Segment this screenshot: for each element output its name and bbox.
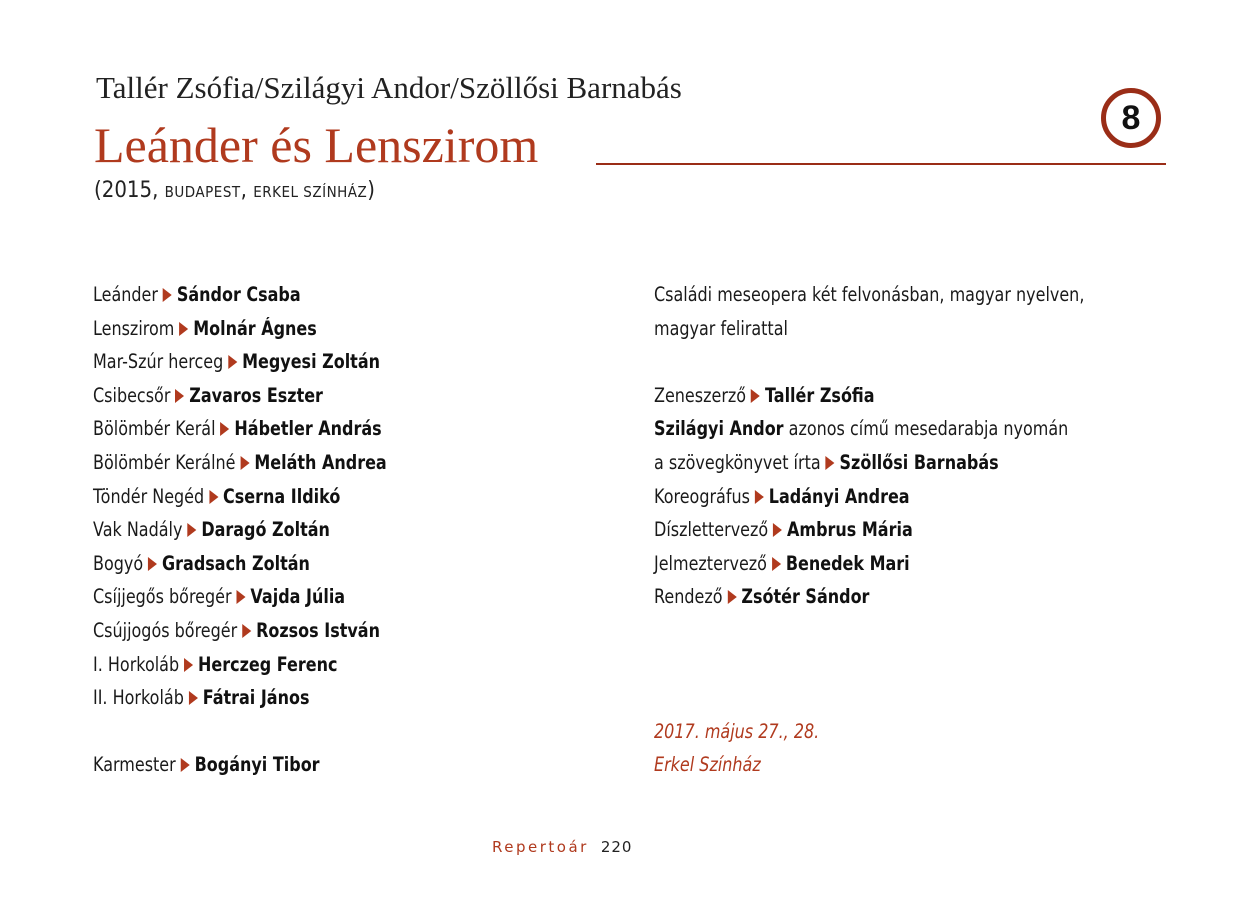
description-line: magyar felirattal: [654, 316, 788, 340]
performer-name: Cserna Ildikó: [223, 484, 341, 508]
cast-row: [93, 312, 519, 346]
production-venue: ERKEL SZÍNHÁZ: [253, 183, 368, 201]
source-text: azonos című mesedarabja nyomán: [783, 417, 1069, 441]
role-label: I. Horkoláb: [93, 652, 180, 676]
cast-row: [93, 480, 519, 514]
role-label: Karmester: [93, 753, 176, 777]
arrow-icon: [148, 557, 157, 571]
cast-row: [93, 681, 519, 715]
crew-name: Zsótér Sándor: [741, 585, 870, 609]
cast-row: [93, 412, 519, 446]
cast-row: [93, 446, 519, 480]
performer-name: Gradsach Zoltán: [162, 551, 310, 575]
arrow-icon: [209, 490, 218, 504]
librettist-name: Szöllősi Barnabás: [839, 450, 999, 474]
role-label: Bogyó: [93, 551, 144, 575]
crew-name: Benedek Mari: [785, 551, 910, 575]
cast-column: [93, 278, 613, 782]
description-line: Családi meseopera két felvonásban, magyar nyelven,: [654, 283, 1085, 306]
credits-column: [654, 278, 1174, 782]
arrow-icon: [240, 456, 249, 470]
performer-name: Sándor Csaba: [176, 283, 301, 306]
arrow-icon: [826, 456, 835, 470]
page-footer: [492, 838, 632, 856]
arrow-icon: [181, 758, 190, 772]
footer-section: Repertoár: [492, 838, 589, 856]
arrow-icon: [184, 658, 193, 672]
number-badge: 8: [1101, 88, 1161, 148]
crew-row: [654, 580, 1080, 614]
arrow-icon: [236, 590, 245, 604]
cast-row: [93, 278, 519, 312]
role-label: Jelmeztervező: [654, 551, 767, 575]
crew-row: [654, 480, 1080, 514]
authors-line: Tallér Zsófia/Szilágyi Andor/Szöllősi Barnabás: [96, 70, 682, 105]
page-title: Leánder és Lenszirom: [94, 117, 539, 173]
cast-row: [93, 614, 519, 648]
spacer: [654, 648, 1174, 682]
performance-venue: Erkel Színház: [654, 753, 761, 777]
production-info: [94, 178, 375, 203]
cast-row: [93, 580, 519, 614]
arrow-icon: [772, 557, 781, 571]
role-label: Rendező: [654, 585, 723, 609]
role-label: a szövegkönyvet írta: [654, 450, 821, 474]
performer-name: Meláth Andrea: [254, 450, 387, 474]
conductor-name: Bogányi Tibor: [194, 753, 320, 777]
cast-row: [93, 513, 519, 547]
performer-name: Vajda Júlia: [250, 585, 346, 609]
composer-name: Tallér Zsófia: [764, 383, 875, 407]
arrow-icon: [773, 523, 782, 537]
performer-name: Fátrai János: [202, 686, 310, 710]
role-label: Mar-Szúr herceg: [93, 350, 224, 374]
arrow-icon: [727, 590, 736, 604]
sub-close: ): [367, 178, 376, 203]
role-label: Csíjjegős bőregér: [93, 585, 232, 609]
arrow-icon: [179, 322, 188, 336]
role-label: II. Horkoláb: [93, 686, 184, 710]
role-label: Bölömbér Kerál: [93, 417, 216, 441]
cast-row: [93, 648, 519, 682]
cast-row: [93, 547, 519, 581]
source-row: [654, 412, 1080, 446]
libretto-row: [654, 446, 1080, 480]
performer-name: Daragó Zoltán: [201, 518, 330, 542]
sub-comma: ,: [240, 178, 254, 203]
role-label: Lenszirom: [93, 316, 175, 340]
performer-name: Molnár Ágnes: [193, 316, 317, 340]
page-number: 220: [600, 838, 633, 856]
source-author: Szilágyi Andor: [654, 417, 784, 441]
crew-name: Ambrus Mária: [787, 518, 913, 542]
arrow-icon: [163, 288, 172, 302]
sub-open: (2015,: [94, 178, 165, 203]
crew-name: Ladányi Andrea: [768, 484, 910, 508]
cast-row: [93, 379, 519, 413]
arrow-icon: [242, 624, 251, 638]
role-label: Csibecsőr: [93, 383, 171, 407]
role-label: Csújjogós bőregér: [93, 618, 238, 642]
arrow-icon: [751, 389, 760, 403]
spacer: [654, 681, 1174, 715]
performance-dates: 2017. május 27., 28.: [654, 719, 820, 743]
arrow-icon: [228, 355, 237, 369]
performer-name: Herczeg Ferenc: [197, 652, 338, 676]
crew-row: [654, 513, 1080, 547]
role-label: Koreográfus: [654, 484, 750, 508]
title-rule: [596, 163, 1166, 165]
arrow-icon: [755, 490, 764, 504]
performer-name: Rozsos István: [256, 618, 380, 642]
spacer: [654, 614, 1174, 648]
performer-name: Hábetler András: [234, 417, 382, 441]
crew-row: [654, 547, 1080, 581]
spacer: [93, 715, 613, 749]
role-label: Leánder: [93, 283, 158, 306]
arrow-icon: [220, 422, 229, 436]
performer-name: Megyesi Zoltán: [242, 350, 380, 374]
arrow-icon: [175, 389, 184, 403]
spacer: [654, 345, 1174, 379]
cast-row: [93, 345, 519, 379]
role-label: Vak Nadály: [93, 518, 183, 542]
role-label: Bölömbér Kerálné: [93, 450, 236, 474]
arrow-icon: [187, 523, 196, 537]
role-label: Díszlettervező: [654, 518, 769, 542]
arrow-icon: [189, 691, 198, 705]
role-label: Zeneszerző: [654, 383, 747, 407]
conductor-row: [93, 748, 519, 782]
performer-name: Zavaros Eszter: [189, 383, 323, 407]
production-city: BUDAPEST: [164, 183, 241, 201]
role-label: Töndér Negéd: [93, 484, 205, 508]
composer-row: [654, 379, 1080, 413]
